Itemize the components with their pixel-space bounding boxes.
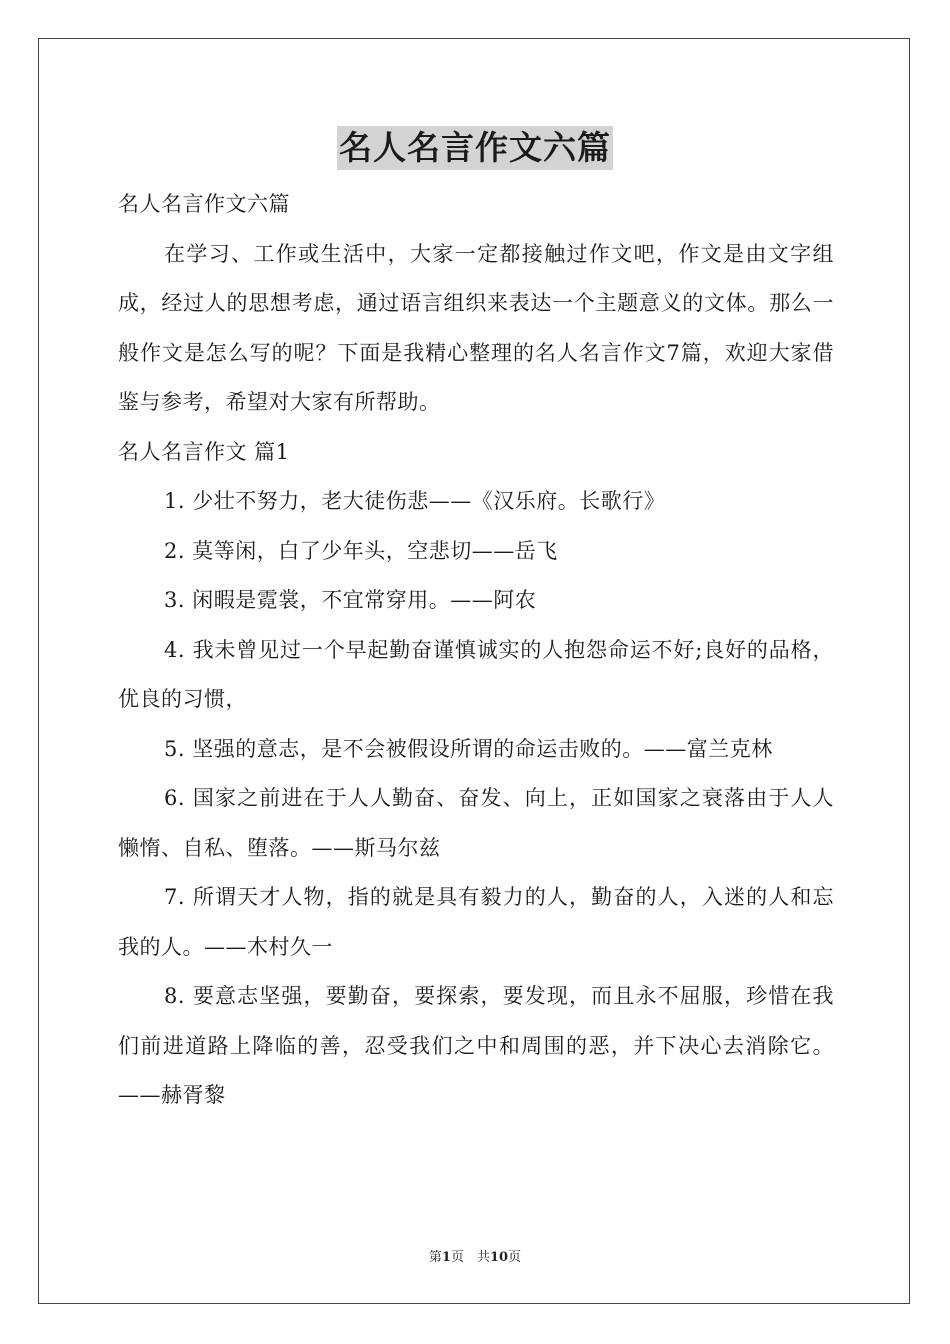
- document-body: [118, 180, 834, 1121]
- quote-item: 5. 坚强的意志，是不会被假设所谓的命运击败的。——富兰克林: [164, 736, 773, 761]
- intro-paragraph: 在学习、工作或生活中，大家一定都接触过作文吧，作文是由文字组成，经过人的思想考虑，通过语言组织来表达一个主题意义的文体。那么一般作文是怎么写的呢？下面是我精心整理的名人名言作文7篇，欢迎大家借鉴与参考，希望对大家有所帮助。: [118, 241, 834, 414]
- footer-page-total: 10: [489, 1250, 509, 1265]
- footer-page-current: 1: [441, 1250, 451, 1265]
- document-title: 名人名言作文六篇: [337, 126, 613, 170]
- quote-item: 4. 我未曾见过一个早起勤奋谨慎诚实的人抱怨命运不好;良好的品格，优良的习惯，: [118, 637, 834, 711]
- quote-item: 8. 要意志坚强，要勤奋，要探索，要发现，而且永不屈服，珍惜在我们前进道路上降临的善，忍受我们之中和周围的恶，并下决心去消除它。——赫胥黎: [118, 984, 834, 1107]
- title-container: [0, 126, 950, 170]
- page-footer: [0, 1246, 950, 1265]
- quote-item: 2. 莫等闲，白了少年头，空悲切——岳飞: [164, 538, 558, 563]
- quote-item: 7. 所谓天才人物，指的就是具有毅力的人，勤奋的人，入迷的人和忘我的人。——木村久一: [118, 885, 834, 959]
- document-subtitle: 名人名言作文六篇: [118, 192, 290, 216]
- quote-item: 6. 国家之前进在于人人勤奋、奋发、向上，正如国家之衰落由于人人懒惰、自私、堕落。——斯马尔兹: [118, 786, 834, 860]
- section-heading: 名人名言作文 篇1: [118, 439, 290, 464]
- quote-item: 3. 闲暇是霓裳，不宜常穿用。——阿农: [164, 588, 537, 612]
- footer-page-prefix: 第: [428, 1250, 442, 1265]
- footer-page-suffix: 页: [508, 1250, 522, 1265]
- quote-item: 1. 少壮不努力，老大徒伤悲——《汉乐府。长歌行》: [164, 489, 666, 513]
- footer-page-mid: 页 共: [450, 1250, 490, 1265]
